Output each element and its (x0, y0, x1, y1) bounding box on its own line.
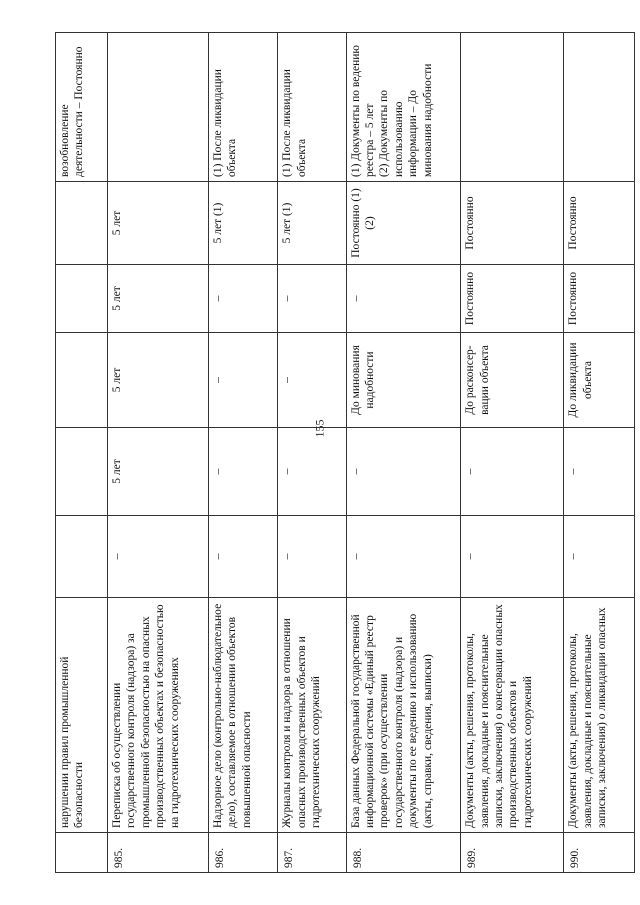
cell-col4: – (564, 428, 635, 516)
table-row (108, 33, 209, 873)
row-title: Надзорное дело (контрольно-наблюдательное дело), составляемое в отношении объектов повышенной опасности (208, 598, 277, 833)
row-number: 990. (564, 833, 635, 873)
row-note: (1) После ликвидации объекта (278, 33, 346, 182)
retention-table (55, 32, 635, 873)
table-row (346, 33, 461, 873)
table-row (564, 33, 635, 873)
row-number: 988. (346, 833, 461, 873)
row-note: (1) После ликвидации объекта (208, 33, 277, 182)
cell-col6: – (208, 265, 277, 333)
cell-col5: До минования надобности (346, 333, 461, 428)
cell-col7: 5 лет (108, 182, 209, 265)
cell-col7: Постоянно (564, 182, 635, 265)
row-number: 989. (461, 833, 564, 873)
cell-col3: – (346, 516, 461, 598)
cell-col3: – (208, 516, 277, 598)
cell-col3: – (278, 516, 346, 598)
cell-col3: – (564, 516, 635, 598)
row-title: Документы (акты, решения, протоколы, заявления, докладные и пояснительные записки, заключения) о ликвидации опасных (564, 598, 635, 833)
cell-col6: Постоянно (564, 265, 635, 333)
cell-col7: Постоянно (1) (2) (346, 182, 461, 265)
cell-col7: 5 лет (1) (208, 182, 277, 265)
row-note (461, 33, 564, 182)
cell-col5: 5 лет (108, 333, 209, 428)
row-number: 985. (108, 833, 209, 873)
cell-col4: – (346, 428, 461, 516)
cell-col3 (56, 516, 108, 598)
cell-col6: 5 лет (108, 265, 209, 333)
table-row (278, 33, 346, 873)
cell-col3: – (461, 516, 564, 598)
table-row (461, 33, 564, 873)
cell-col5: До расконсер-вации объекта (461, 333, 564, 428)
cell-col4: – (278, 428, 346, 516)
cell-col7: Постоянно (461, 182, 564, 265)
cell-col5: До ликвидации объекта (564, 333, 635, 428)
row-number: 987. (278, 833, 346, 873)
row-note: возобновление деятельности – Постоянно (56, 33, 108, 182)
row-note (108, 33, 209, 182)
row-title: База данных Федеральной государственной информационной системы «Единый реестр проверок» (при осуществлении государственного контроля (надзора) и документы по ее ведению и использованию (акты, справки, сведения, выписки) (346, 598, 461, 833)
cell-col7: 5 лет (1) (278, 182, 346, 265)
row-number (56, 833, 108, 873)
table-row (56, 33, 108, 873)
page-number-text: 155 (312, 419, 327, 437)
row-title: Журналы контроля и надзора в отношении опасных производственных объектов и гидротехнических сооружений (278, 598, 346, 833)
cell-col6: Постоянно (461, 265, 564, 333)
cell-col3: – (108, 516, 209, 598)
cell-col4: 5 лет (108, 428, 209, 516)
document-table-frame (55, 33, 635, 873)
cell-col5 (56, 333, 108, 428)
row-note: (1) Документы по ведению реестра – 5 лет (2) Документы по использованию информации – До минования надобности (346, 33, 461, 182)
row-title: Документы (акты, решения, протоколы, заявления, докладные и пояснительные записки, заключения) о консервации опасных производственных объектов и гидротехнических сооружений (461, 598, 564, 833)
cell-col6 (56, 265, 108, 333)
table-row (208, 33, 277, 873)
cell-col7 (56, 182, 108, 265)
cell-col4 (56, 428, 108, 516)
cell-col5: – (278, 333, 346, 428)
cell-col5: – (208, 333, 277, 428)
cell-col4: – (208, 428, 277, 516)
row-title: нарушении правил промышленной безопасности (56, 598, 108, 833)
row-title: Переписка об осуществлении государственного контроля (надзора) за промышленной безопасностью на опасных производственных объектах и безопасностью на гидротехнических сооружениях (108, 598, 209, 833)
cell-col6: – (278, 265, 346, 333)
row-number: 986. (208, 833, 277, 873)
row-note (564, 33, 635, 182)
cell-col6: – (346, 265, 461, 333)
cell-col4: – (461, 428, 564, 516)
